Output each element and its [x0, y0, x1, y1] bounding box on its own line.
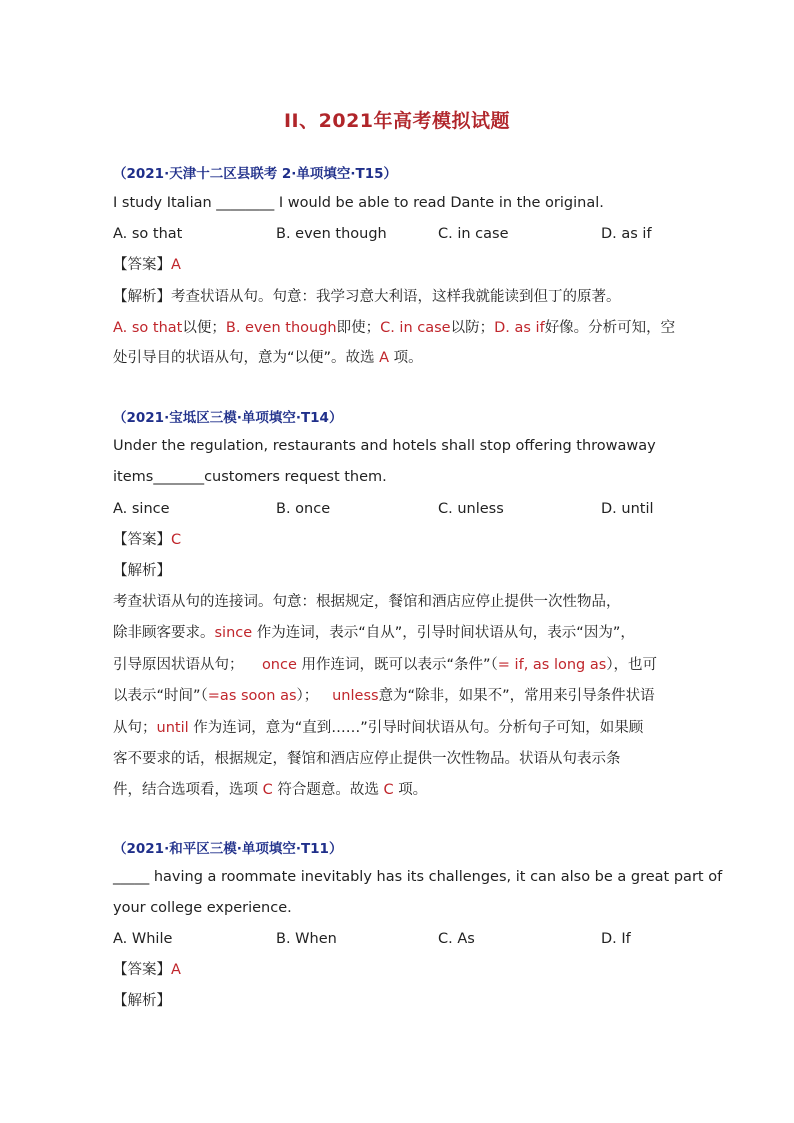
- q2-stem-line-1: Under the regulation, restaurants and hotels shall stop offering throwaway: [113, 438, 656, 454]
- q2-analysis-label: 【解析】: [113, 563, 171, 579]
- q3-source: （2021·和平区三模·单项填空·T11）: [113, 841, 343, 857]
- q3-option-d: D. If: [601, 931, 631, 947]
- analysis-text: 件，结合选项看，选项: [113, 782, 258, 798]
- q1-answer: [113, 255, 713, 275]
- analysis-text: 好像。分析可知，空: [544, 320, 676, 336]
- q2-analysis-line-4: [113, 686, 713, 706]
- keyword: =as soon as: [207, 688, 297, 704]
- q1-option-d: D. as if: [601, 226, 652, 242]
- option-ref: C. in case: [380, 320, 451, 336]
- page-title: II、2021年高考模拟试题: [283, 110, 511, 132]
- q2-option-d: D. until: [601, 501, 654, 517]
- analysis-text: 项。: [393, 350, 423, 366]
- q3-answer: [113, 960, 713, 980]
- q2-option-a: A. since: [113, 501, 170, 517]
- option-ref: A: [379, 350, 390, 366]
- q3-analysis-label: 【解析】: [113, 993, 171, 1009]
- q1-analysis-line-3: [113, 348, 713, 368]
- q3-option-b: B. When: [276, 931, 337, 947]
- analysis-text: 除非顾客要求。: [113, 625, 215, 641]
- q2-analysis-line-3: [113, 655, 713, 675]
- analysis-text: 用作连词，既可以表示“条件”（: [301, 657, 498, 673]
- analysis-text: 引导原因状语从句；: [113, 657, 244, 673]
- q2-option-b: B. once: [276, 501, 331, 517]
- analysis-text: 以防；: [450, 320, 495, 336]
- q2-analysis-line-1: 考查状语从句的连接词。句意：根据规定，餐馆和酒店应停止提供一次性物品，: [113, 594, 621, 610]
- option-ref: D. as if: [494, 320, 545, 336]
- option-ref: B. even though: [225, 320, 337, 336]
- keyword: C: [383, 782, 394, 798]
- q1-stem: I study Italian ________ I would be able to read Dante in the original.: [113, 195, 604, 211]
- analysis-text: 以表示“时间”（: [113, 688, 208, 704]
- q2-source: （2021·宝坻区三模·单项填空·T14）: [113, 410, 343, 426]
- analysis-text: 处引导目的状语从句，意为“以便”。故选: [113, 350, 375, 366]
- q2-answer: [113, 530, 713, 550]
- q2-analysis-line-5: [113, 718, 713, 738]
- analysis-text: 项。: [398, 782, 428, 798]
- keyword: = if, as long as: [497, 657, 607, 673]
- q3-option-a: A. While: [113, 931, 173, 947]
- keyword: once: [261, 657, 297, 673]
- analysis-text: 以便；: [182, 320, 226, 336]
- analysis-text: 作为连词，意为“直到……”引导时间状语从句。分析句子可知，如果顾: [193, 720, 644, 736]
- q2-stem-line-2: items_______customers request them.: [113, 469, 387, 485]
- analysis-text: 即使；: [336, 320, 381, 336]
- keyword: until: [156, 720, 189, 736]
- keyword: since: [214, 625, 253, 641]
- q1-analysis-line-1: [113, 287, 713, 307]
- q2-analysis-line-6: 客不要求的话，根据规定，餐馆和酒店应停止提供一次性物品。状语从句表示条: [113, 751, 621, 767]
- q1-option-b: B. even though: [276, 226, 387, 242]
- answer-value: C: [171, 532, 182, 548]
- analysis-text: ）；: [296, 688, 319, 704]
- answer-label: 【答案】: [113, 257, 171, 273]
- option-ref: A. so that: [113, 320, 183, 336]
- analysis-text: 从句；: [113, 720, 157, 736]
- q1-analysis-line-2: [113, 318, 713, 338]
- q2-analysis-line-2: [113, 623, 713, 643]
- q3-stem-line-2: your college experience.: [113, 900, 292, 916]
- answer-value: A: [171, 257, 181, 273]
- analysis-text: 符合题意。故选: [277, 782, 379, 798]
- analysis-text: 作为连词，表示“自从”，引导时间状语从句，表示“因为”，: [256, 625, 635, 641]
- answer-label: 【答案】: [113, 532, 171, 548]
- keyword: unless: [332, 688, 379, 704]
- q1-option-a: A. so that: [113, 226, 183, 242]
- analysis-label: 【解析】: [113, 289, 171, 305]
- q1-source: （2021·天津十二区县联考 2·单项填空·T15）: [113, 166, 398, 182]
- q2-option-c: C. unless: [438, 501, 504, 517]
- q1-option-c: C. in case: [438, 226, 509, 242]
- answer-label: 【答案】: [113, 962, 171, 978]
- answer-value: A: [171, 962, 181, 978]
- analysis-text: 考查状语从句。句意：我学习意大利语，这样我就能读到但丁的原著。: [171, 289, 621, 305]
- analysis-text: 意为“除非，如果不”，常用来引导条件状语: [378, 688, 655, 704]
- analysis-text: ），也可: [606, 657, 658, 673]
- q3-stem-line-1: _____ having a roommate inevitably has its challenges, it can also be a great part of: [113, 869, 723, 885]
- q3-option-c: C. As: [438, 931, 475, 947]
- keyword: C: [262, 782, 273, 798]
- q2-analysis-line-7: [113, 780, 713, 800]
